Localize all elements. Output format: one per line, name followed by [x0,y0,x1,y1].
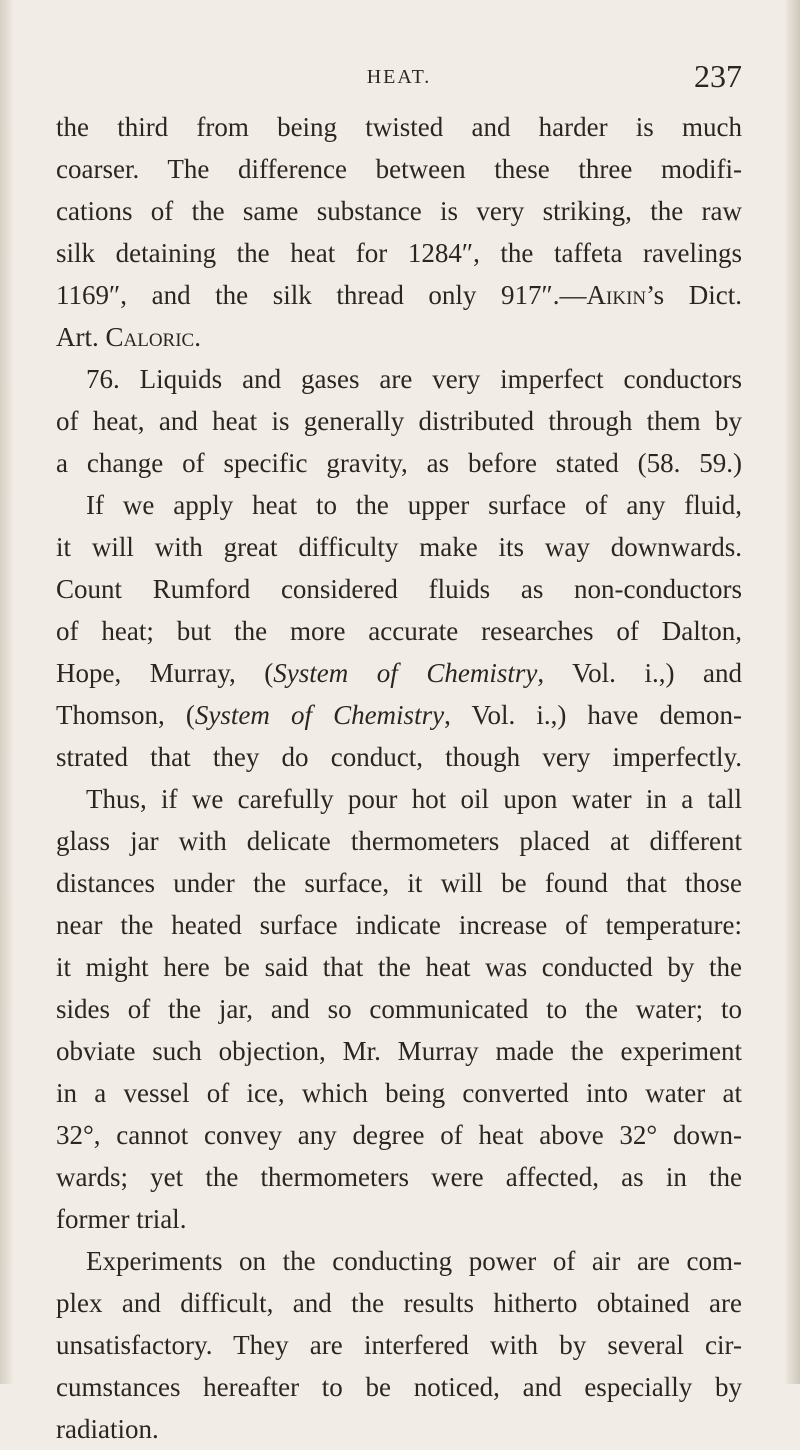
page-gutter-right [784,0,800,1384]
text-line: former trial. [56,1204,187,1234]
text-line: Hope, Murray, (System of Chemistry, Vol. i.,) and [56,658,742,688]
text-line: unsatisfactory. They are interfered with by several cir- [56,1330,742,1360]
paragraph-start-line: Experiments on the conducting power of air are com- [86,1246,742,1276]
text-line: obviate such objection, Mr. Murray made the experiment [56,1036,742,1066]
text-line: of heat, and heat is generally distributed through them by [56,406,742,436]
text-line: it might here be said that the heat was conducted by the [56,952,742,982]
text-line: silk detaining the heat for 1284″, the taffeta ravelings [56,238,742,268]
text-line: coarser. The difference between these three modifi- [56,154,742,184]
text-line: radiation. [56,1414,159,1444]
text-line: distances under the surface, it will be found that those [56,868,742,898]
page-number: 237 [694,58,742,94]
text-line: plex and difficult, and the results hitherto obtained are [56,1288,742,1318]
paragraph-start-line: 76. Liquids and gases are very imperfect conductors [86,364,742,394]
page-header [56,58,742,98]
body-text [56,106,742,1450]
text-line: Thomson, (System of Chemistry, Vol. i.,) have demon- [56,700,742,730]
text-line: cumstances hereafter to be noticed, and especially by [56,1372,742,1402]
text-line: Count Rumford considered fluids as non-conductors [56,574,742,604]
text-line: the third from being twisted and harder is much [56,112,742,142]
text-line: strated that they do conduct, though very imperfectly. [56,742,742,772]
text-line: a change of specific gravity, as before stated (58. 59.) [56,448,742,478]
text-line: sides of the jar, and so communicated to the water; to [56,994,742,1024]
text-line: of heat; but the more accurate researches of Dalton, [56,616,742,646]
text-line: near the heated surface indicate increase of temperature: [56,910,742,940]
text-line: 32°, cannot convey any degree of heat above 32° down- [56,1120,742,1150]
text-line: it will with great difficulty make its way downwards. [56,532,742,562]
text-line: wards; yet the thermometers were affected, as in the [56,1162,742,1192]
text-line: cations of the same substance is very striking, the raw [56,196,742,226]
text-line: glass jar with delicate thermometers placed at different [56,826,742,856]
paragraph-start-line: Thus, if we carefully pour hot oil upon water in a tall [86,784,742,814]
paragraph-start-line: If we apply heat to the upper surface of any fluid, [86,490,742,520]
text-line: in a vessel of ice, which being converted into water at [56,1078,742,1108]
running-head: HEAT. [366,66,432,88]
page-gutter-left [0,0,14,1384]
text-line: Art. Caloric. [56,322,201,352]
text-line: 1169″, and the silk thread only 917″.—Aikin’s Dict. [56,280,742,310]
